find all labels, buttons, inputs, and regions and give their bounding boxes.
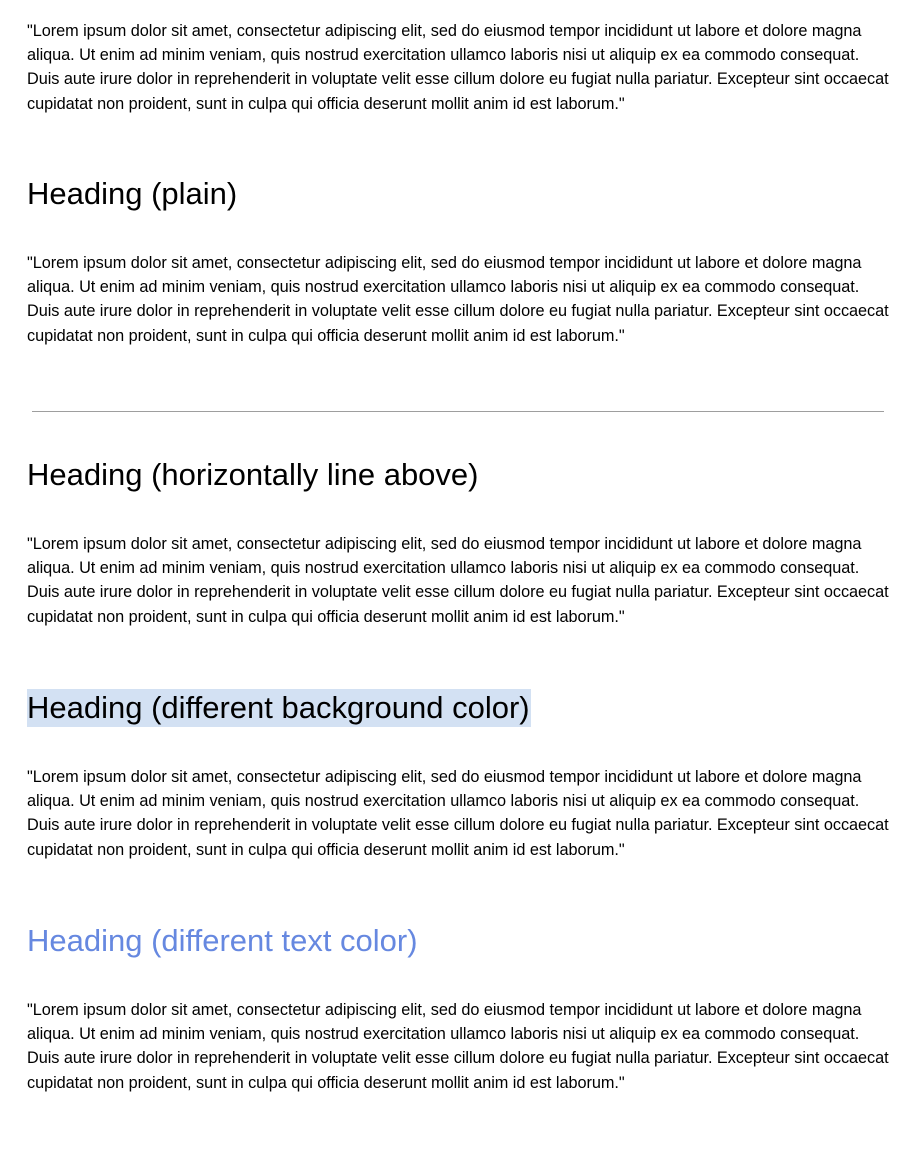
heading-text-color: Heading (different text color) — [27, 923, 418, 958]
heading-plain: Heading (plain) — [27, 176, 238, 211]
body-paragraph-1: "Lorem ipsum dolor sit amet, consectetur adipiscing elit, sed do eiusmod tempor incididunt ut labore et dolore magna aliqua. Ut enim ad minim veniam, quis nostrud exercitation ullamco laboris nisi ut aliquip ex ea commodo consequat. Duis aute irure dolor in reprehenderit in voluptate velit esse cillum dolore eu fugiat nulla pariatur. Excepteur sint occaecat cupidatat non proident, sunt in culpa qui officia deserunt mollit anim id est laborum." — [27, 22, 889, 113]
heading-background-color: Heading (different background color) — [27, 690, 530, 725]
horizontal-rule — [32, 411, 884, 412]
body-paragraph-4: "Lorem ipsum dolor sit amet, consectetur adipiscing elit, sed do eiusmod tempor incididunt ut labore et dolore magna aliqua. Ut enim ad minim veniam, quis nostrud exercitation ullamco laboris nisi ut aliquip ex ea commodo consequat. Duis aute irure dolor in reprehenderit in voluptate velit esse cillum dolore eu fugiat nulla pariatur. Excepteur sint occaecat cupidatat non proident, sunt in culpa qui officia deserunt mollit anim id est laborum." — [27, 768, 889, 859]
body-paragraph-2: "Lorem ipsum dolor sit amet, consectetur adipiscing elit, sed do eiusmod tempor incididunt ut labore et dolore magna aliqua. Ut enim ad minim veniam, quis nostrud exercitation ullamco laboris nisi ut aliquip ex ea commodo consequat. Duis aute irure dolor in reprehenderit in voluptate velit esse cillum dolore eu fugiat nulla pariatur. Excepteur sint occaecat cupidatat non proident, sunt in culpa qui officia deserunt mollit anim id est laborum." — [27, 254, 889, 345]
heading-line-above: Heading (horizontally line above) — [27, 457, 479, 492]
body-paragraph-3: "Lorem ipsum dolor sit amet, consectetur adipiscing elit, sed do eiusmod tempor incididunt ut labore et dolore magna aliqua. Ut enim ad minim veniam, quis nostrud exercitation ullamco laboris nisi ut aliquip ex ea commodo consequat. Duis aute irure dolor in reprehenderit in voluptate velit esse cillum dolore eu fugiat nulla pariatur. Excepteur sint occaecat cupidatat non proident, sunt in culpa qui officia deserunt mollit anim id est laborum." — [27, 535, 889, 626]
body-paragraph-5: "Lorem ipsum dolor sit amet, consectetur adipiscing elit, sed do eiusmod tempor incididunt ut labore et dolore magna aliqua. Ut enim ad minim veniam, quis nostrud exercitation ullamco laboris nisi ut aliquip ex ea commodo consequat. Duis aute irure dolor in reprehenderit in voluptate velit esse cillum dolore eu fugiat nulla pariatur. Excepteur sint occaecat cupidatat non proident, sunt in culpa qui officia deserunt mollit anim id est laborum." — [27, 1001, 889, 1092]
